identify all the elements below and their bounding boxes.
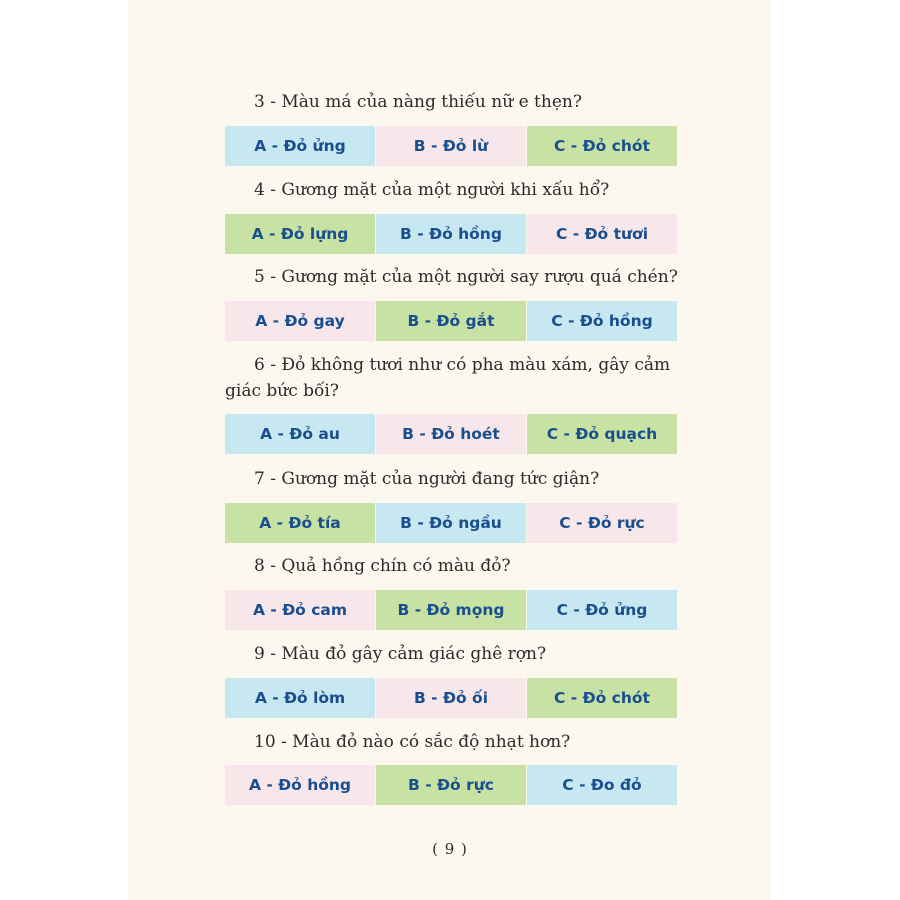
question-4-options: [225, 214, 677, 254]
question-5-text: 5 - Gương mặt của một người say rượu quá chén?: [254, 267, 678, 287]
question-5-option-b: B - Đỏ gắt: [376, 301, 526, 341]
question-4-option-b: B - Đỏ hồng: [376, 214, 526, 254]
question-10-option-a: A - Đỏ hồng: [225, 765, 375, 805]
question-3-option-c: C - Đỏ chót: [527, 126, 677, 166]
question-7-option-c: C - Đỏ rực: [527, 503, 677, 543]
question-3-options: [225, 126, 677, 166]
question-4-option-a: A - Đỏ lựng: [225, 214, 375, 254]
question-7-options: [225, 503, 677, 543]
question-5-option-a: A - Đỏ gay: [225, 301, 375, 341]
question-8-text: 8 - Quả hồng chín có màu đỏ?: [254, 556, 511, 576]
question-10-text: 10 - Màu đỏ nào có sắc độ nhạt hơn?: [254, 732, 571, 752]
question-10-options: [225, 765, 677, 805]
question-6-option-b: B - Đỏ hoét: [376, 414, 526, 454]
question-6-option-c: C - Đỏ quạch: [527, 414, 677, 454]
question-7-text: 7 - Gương mặt của người đang tức giận?: [254, 469, 600, 489]
question-3-option-a: A - Đỏ ửng: [225, 126, 375, 166]
question-9-text: 9 - Màu đỏ gây cảm giác ghê rợn?: [254, 644, 547, 664]
question-8-option-c: C - Đỏ ửng: [527, 590, 677, 630]
question-9-option-c: C - Đỏ chót: [527, 678, 677, 718]
question-9-option-a: A - Đỏ lòm: [225, 678, 375, 718]
question-8-option-b: B - Đỏ mọng: [376, 590, 526, 630]
question-9-options: [225, 678, 677, 718]
question-5-options: [225, 301, 677, 341]
question-10-option-b: B - Đỏ rực: [376, 765, 526, 805]
question-10-option-c: C - Đo đỏ: [527, 765, 677, 805]
question-6-text: 6 - Đỏ không tươi như có pha màu xám, gây cảm giác bức bối?: [225, 355, 671, 401]
question-6-options: [225, 414, 677, 454]
question-3-text: 3 - Màu má của nàng thiếu nữ e thẹn?: [254, 92, 582, 112]
question-6-option-a: A - Đỏ au: [225, 414, 375, 454]
question-3-option-b: B - Đỏ lừ: [376, 126, 526, 166]
question-7-option-b: B - Đỏ ngầu: [376, 503, 526, 543]
question-8-option-a: A - Đỏ cam: [225, 590, 375, 630]
question-5-option-c: C - Đỏ hồng: [527, 301, 677, 341]
question-4-text: 4 - Gương mặt của một người khi xấu hổ?: [254, 180, 610, 200]
question-8-options: [225, 590, 677, 630]
page-number: ( 9 ): [432, 840, 468, 858]
question-7-option-a: A - Đỏ tía: [225, 503, 375, 543]
question-4-option-c: C - Đỏ tươi: [527, 214, 677, 254]
question-9-option-b: B - Đỏ ối: [376, 678, 526, 718]
